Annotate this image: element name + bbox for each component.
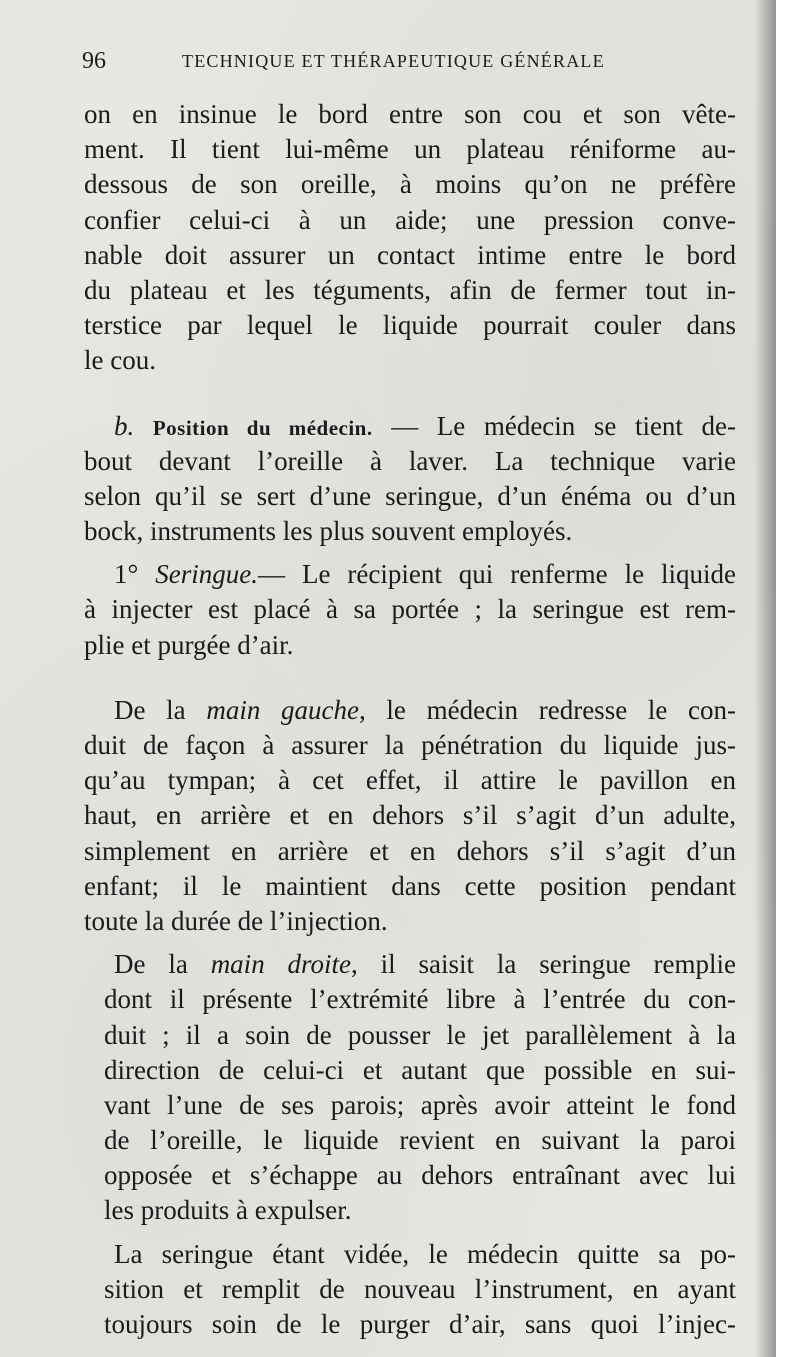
text-line: nable doit assurer un contact intime entre le bord bbox=[84, 239, 736, 270]
page-edge-shadow bbox=[754, 0, 776, 1357]
item-number: 1° bbox=[114, 559, 139, 590]
text-line: toute la durée de l’injection. bbox=[84, 905, 388, 936]
text-line: bout devant l’oreille à laver. La technique varie bbox=[84, 445, 736, 476]
text-line: 1° Seringue.— Le récipient qui renferme le liquide bbox=[114, 559, 737, 590]
section-heading: Position du médecin. bbox=[152, 415, 373, 440]
text-line: sition et remplit de nouveau l’instrument, en ayant bbox=[104, 1273, 736, 1304]
text-line: ment. Il tient lui-même un plateau réniforme au- bbox=[84, 134, 736, 165]
text-line: le cou. bbox=[84, 345, 156, 376]
text-line: La seringue étant vidée, le médecin quitte sa po- bbox=[114, 1238, 736, 1269]
text-line: terstice par lequel le liquide pourrait couler dans bbox=[84, 310, 736, 341]
paragraph-left-hand bbox=[84, 693, 736, 939]
text-line: de l’oreille, le liquide revient en suivant la paroi bbox=[104, 1125, 736, 1156]
text-line: simplement en arrière et en dehors s’il s’agit d’un bbox=[84, 835, 736, 866]
text-line: direction de celui-ci et autant que possible en sui- bbox=[104, 1054, 736, 1085]
text-line: confier celui-ci à un aide; une pression conve- bbox=[84, 204, 736, 235]
running-title: TECHNIQUE ET THÉRAPEUTIQUE GÉNÉRALE bbox=[182, 51, 605, 71]
text-line: les produits à expulser. bbox=[104, 1195, 352, 1226]
text-line: dessous de son oreille, à moins qu’on ne préfère bbox=[84, 169, 736, 200]
paragraph-syringe bbox=[84, 557, 736, 663]
text-line: toujours soin de le purger d’air, sans quoi l’injec- bbox=[104, 1309, 736, 1339]
text-line: plie et purgée d’air. bbox=[84, 629, 294, 660]
text-line: b. Position du médecin. — Le médecin se tient de- bbox=[114, 410, 736, 441]
section-letter: b. bbox=[114, 410, 135, 441]
text-line: duit ; il a soin de pousser le jet parallèlement à la bbox=[104, 1019, 736, 1050]
text-line: opposée et s’échappe au dehors entraînant avec lui bbox=[104, 1160, 736, 1191]
text-line: du plateau et les téguments, afin de fermer tout in- bbox=[84, 274, 736, 305]
text-line: enfant; il le maintient dans cette position pendant bbox=[84, 870, 736, 901]
text-line: selon qu’il se sert d’une seringue, d’un énéma ou d’un bbox=[84, 480, 736, 511]
text-line: De la main gauche, le médecin redresse le con- bbox=[114, 694, 737, 725]
text-line: à injecter est placé à sa portée ; la seringue est rem- bbox=[84, 594, 736, 625]
paragraph-physician-position bbox=[84, 409, 736, 550]
text-line: on en insinue le bord entre son cou et son vête- bbox=[84, 99, 736, 129]
text-line: dont il présente l’extrémité libre à l’entrée du con- bbox=[104, 984, 736, 1015]
text-line: vant l’une de ses parois; après avoir atteint le fond bbox=[104, 1089, 736, 1120]
paragraph-right-hand bbox=[84, 947, 736, 1229]
item-title: Seringue. bbox=[155, 559, 258, 590]
paragraph-syringe-emptied bbox=[84, 1237, 736, 1343]
running-head bbox=[82, 48, 642, 84]
text-line: duit de façon à assurer la pénétration du liquide jus- bbox=[84, 730, 736, 760]
italic-phrase: main gauche, bbox=[206, 694, 366, 725]
italic-phrase: main droite bbox=[210, 949, 352, 980]
text-line: qu’au tympan; à cet effet, il attire le pavillon en bbox=[84, 765, 736, 796]
body-text bbox=[84, 97, 736, 1342]
text-line: De la main droite, il saisit la seringue remplie bbox=[114, 949, 736, 980]
paragraph-patient-position bbox=[84, 97, 736, 379]
text-line: haut, en arrière et en dehors s’il s’agit d’un adulte, bbox=[84, 800, 736, 831]
page-number: 96 bbox=[82, 48, 106, 74]
text-line: bock, instruments les plus souvent employés. bbox=[84, 516, 573, 547]
